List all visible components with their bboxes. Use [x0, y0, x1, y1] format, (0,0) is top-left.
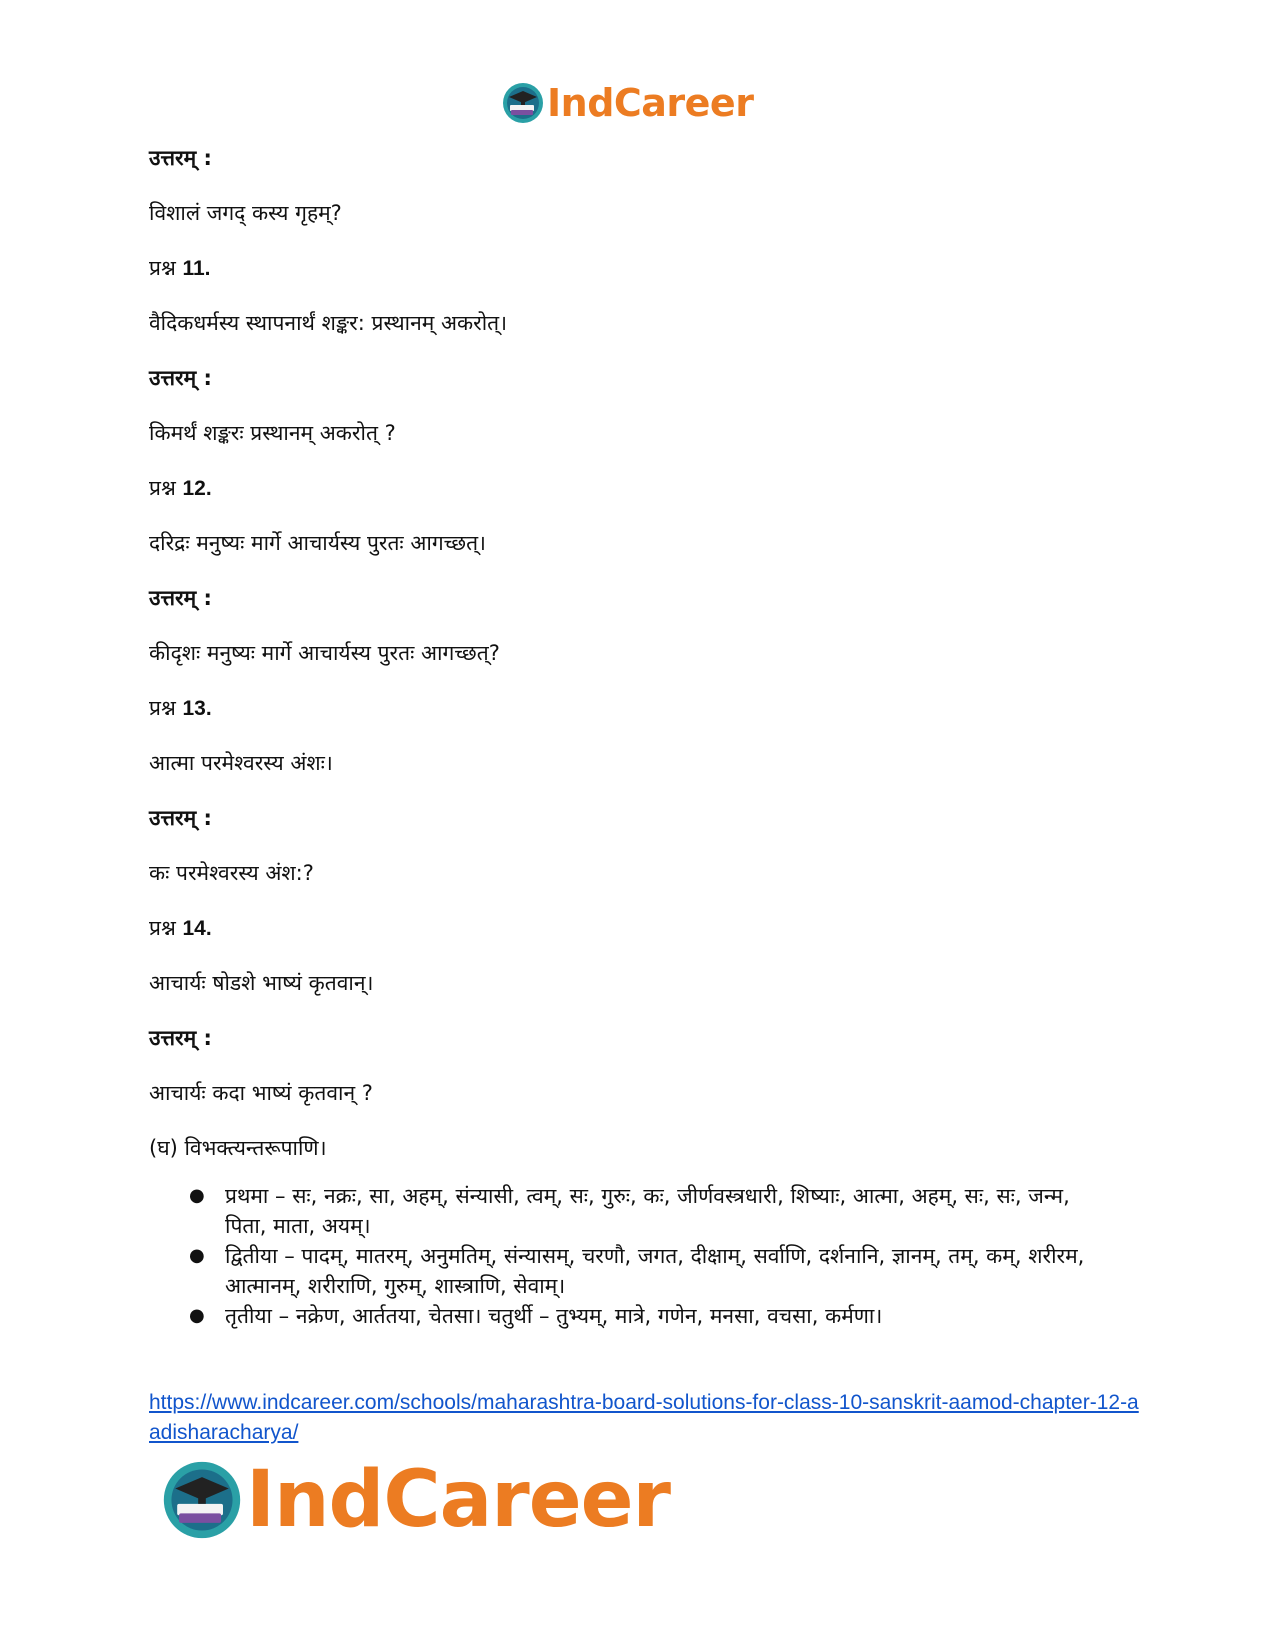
answer-text: कीदृशः मनुष्यः मार्गे आचार्यस्य पुरतः आगच्छत्? [149, 641, 500, 665]
answer-label: उत्तरम् : [149, 586, 212, 610]
document-body [149, 143, 1149, 1331]
answer-label: उत्तरम् : [149, 366, 212, 390]
graduation-books-icon [160, 1458, 244, 1542]
question-number: 12. [182, 477, 212, 500]
bullet-icon: ● [189, 1305, 205, 1326]
list-item-text: प्रथमा – सः, नक्रः, सा, अहम्, संन्यासी, त्वम्, सः, गुरुः, कः, जीर्णवस्त्रधारी, शिष्याः, आत्मा, अहम्, सः, सः, जन्म, पिता, माता, अयम्। [225, 1184, 1070, 1238]
answer-text: आचार्यः कदा भाष्यं कृतवान् ? [149, 1081, 373, 1105]
question-prefix: प्रश्न [149, 696, 176, 720]
answer-text: किमर्थं शङ्करः प्रस्थानम् अकरोत् ? [149, 421, 396, 445]
list-item [189, 1181, 1105, 1241]
question-heading [149, 253, 1149, 283]
source-link[interactable]: https://www.indcareer.com/schools/maharashtra-board-solutions-for-class-10-sanskrit-aamod-chapter-12-aadisharacharya/ [149, 1391, 1139, 1444]
question-prefix: प्रश्न [149, 916, 176, 940]
answer-text: विशालं जगद् कस्य गृहम्? [149, 201, 342, 225]
question-heading [149, 473, 1149, 503]
list-item [189, 1241, 1105, 1301]
answer-label: उत्तरम् : [149, 1026, 212, 1050]
list-item-text: तृतीया – नक्रेण, आर्ततया, चेतसा। चतुर्थी – तुभ्यम्, मात्रे, गणेन, मनसा, वचसा, कर्मणा। [225, 1304, 883, 1328]
declension-list [149, 1181, 1149, 1331]
question-heading [149, 693, 1149, 723]
list-item-text: द्वितीया – पादम्, मातरम्, अनुमतिम्, संन्यासम्, चरणौ, जगत, दीक्षाम्, सर्वाणि, दर्शनानि, ज्ञानम्, तम्, कम्, शरीरम, आत्मानम्, शरीराणि, गुरुम्, शास्त्राणि, सेवाम्। [225, 1244, 1085, 1298]
footer-logo [160, 1455, 670, 1545]
bullet-icon: ● [189, 1245, 205, 1266]
question-text: दरिद्रः मनुष्यः मार्गे आचार्यस्य पुरतः आगच्छत्। [149, 531, 487, 555]
brand-name: IndCareer [246, 1455, 670, 1545]
list-item [189, 1301, 1105, 1331]
brand-name: IndCareer [547, 81, 754, 125]
question-number: 14. [182, 917, 212, 940]
question-number: 11. [182, 257, 211, 280]
header-logo [501, 80, 753, 126]
question-prefix: प्रश्न [149, 256, 176, 280]
question-prefix: प्रश्न [149, 476, 176, 500]
bullet-icon: ● [189, 1185, 205, 1206]
answer-text: कः परमेश्वरस्य अंश:? [149, 861, 314, 885]
graduation-books-icon [501, 81, 545, 125]
section-heading: (घ) विभक्त्यन्तरूपाणि। [149, 1136, 327, 1160]
question-number: 13. [182, 697, 212, 720]
question-text: आचार्यः षोडशे भाष्यं कृतवान्। [149, 971, 374, 995]
answer-label: उत्तरम् : [149, 146, 212, 170]
question-text: वैदिकधर्मस्य स्थापनार्थं शङ्कर: प्रस्थानम् अकरोत्। [149, 311, 508, 335]
answer-label: उत्तरम् : [149, 806, 212, 830]
question-text: आत्मा परमेश्वरस्य अंशः। [149, 751, 333, 775]
question-heading [149, 913, 1149, 943]
